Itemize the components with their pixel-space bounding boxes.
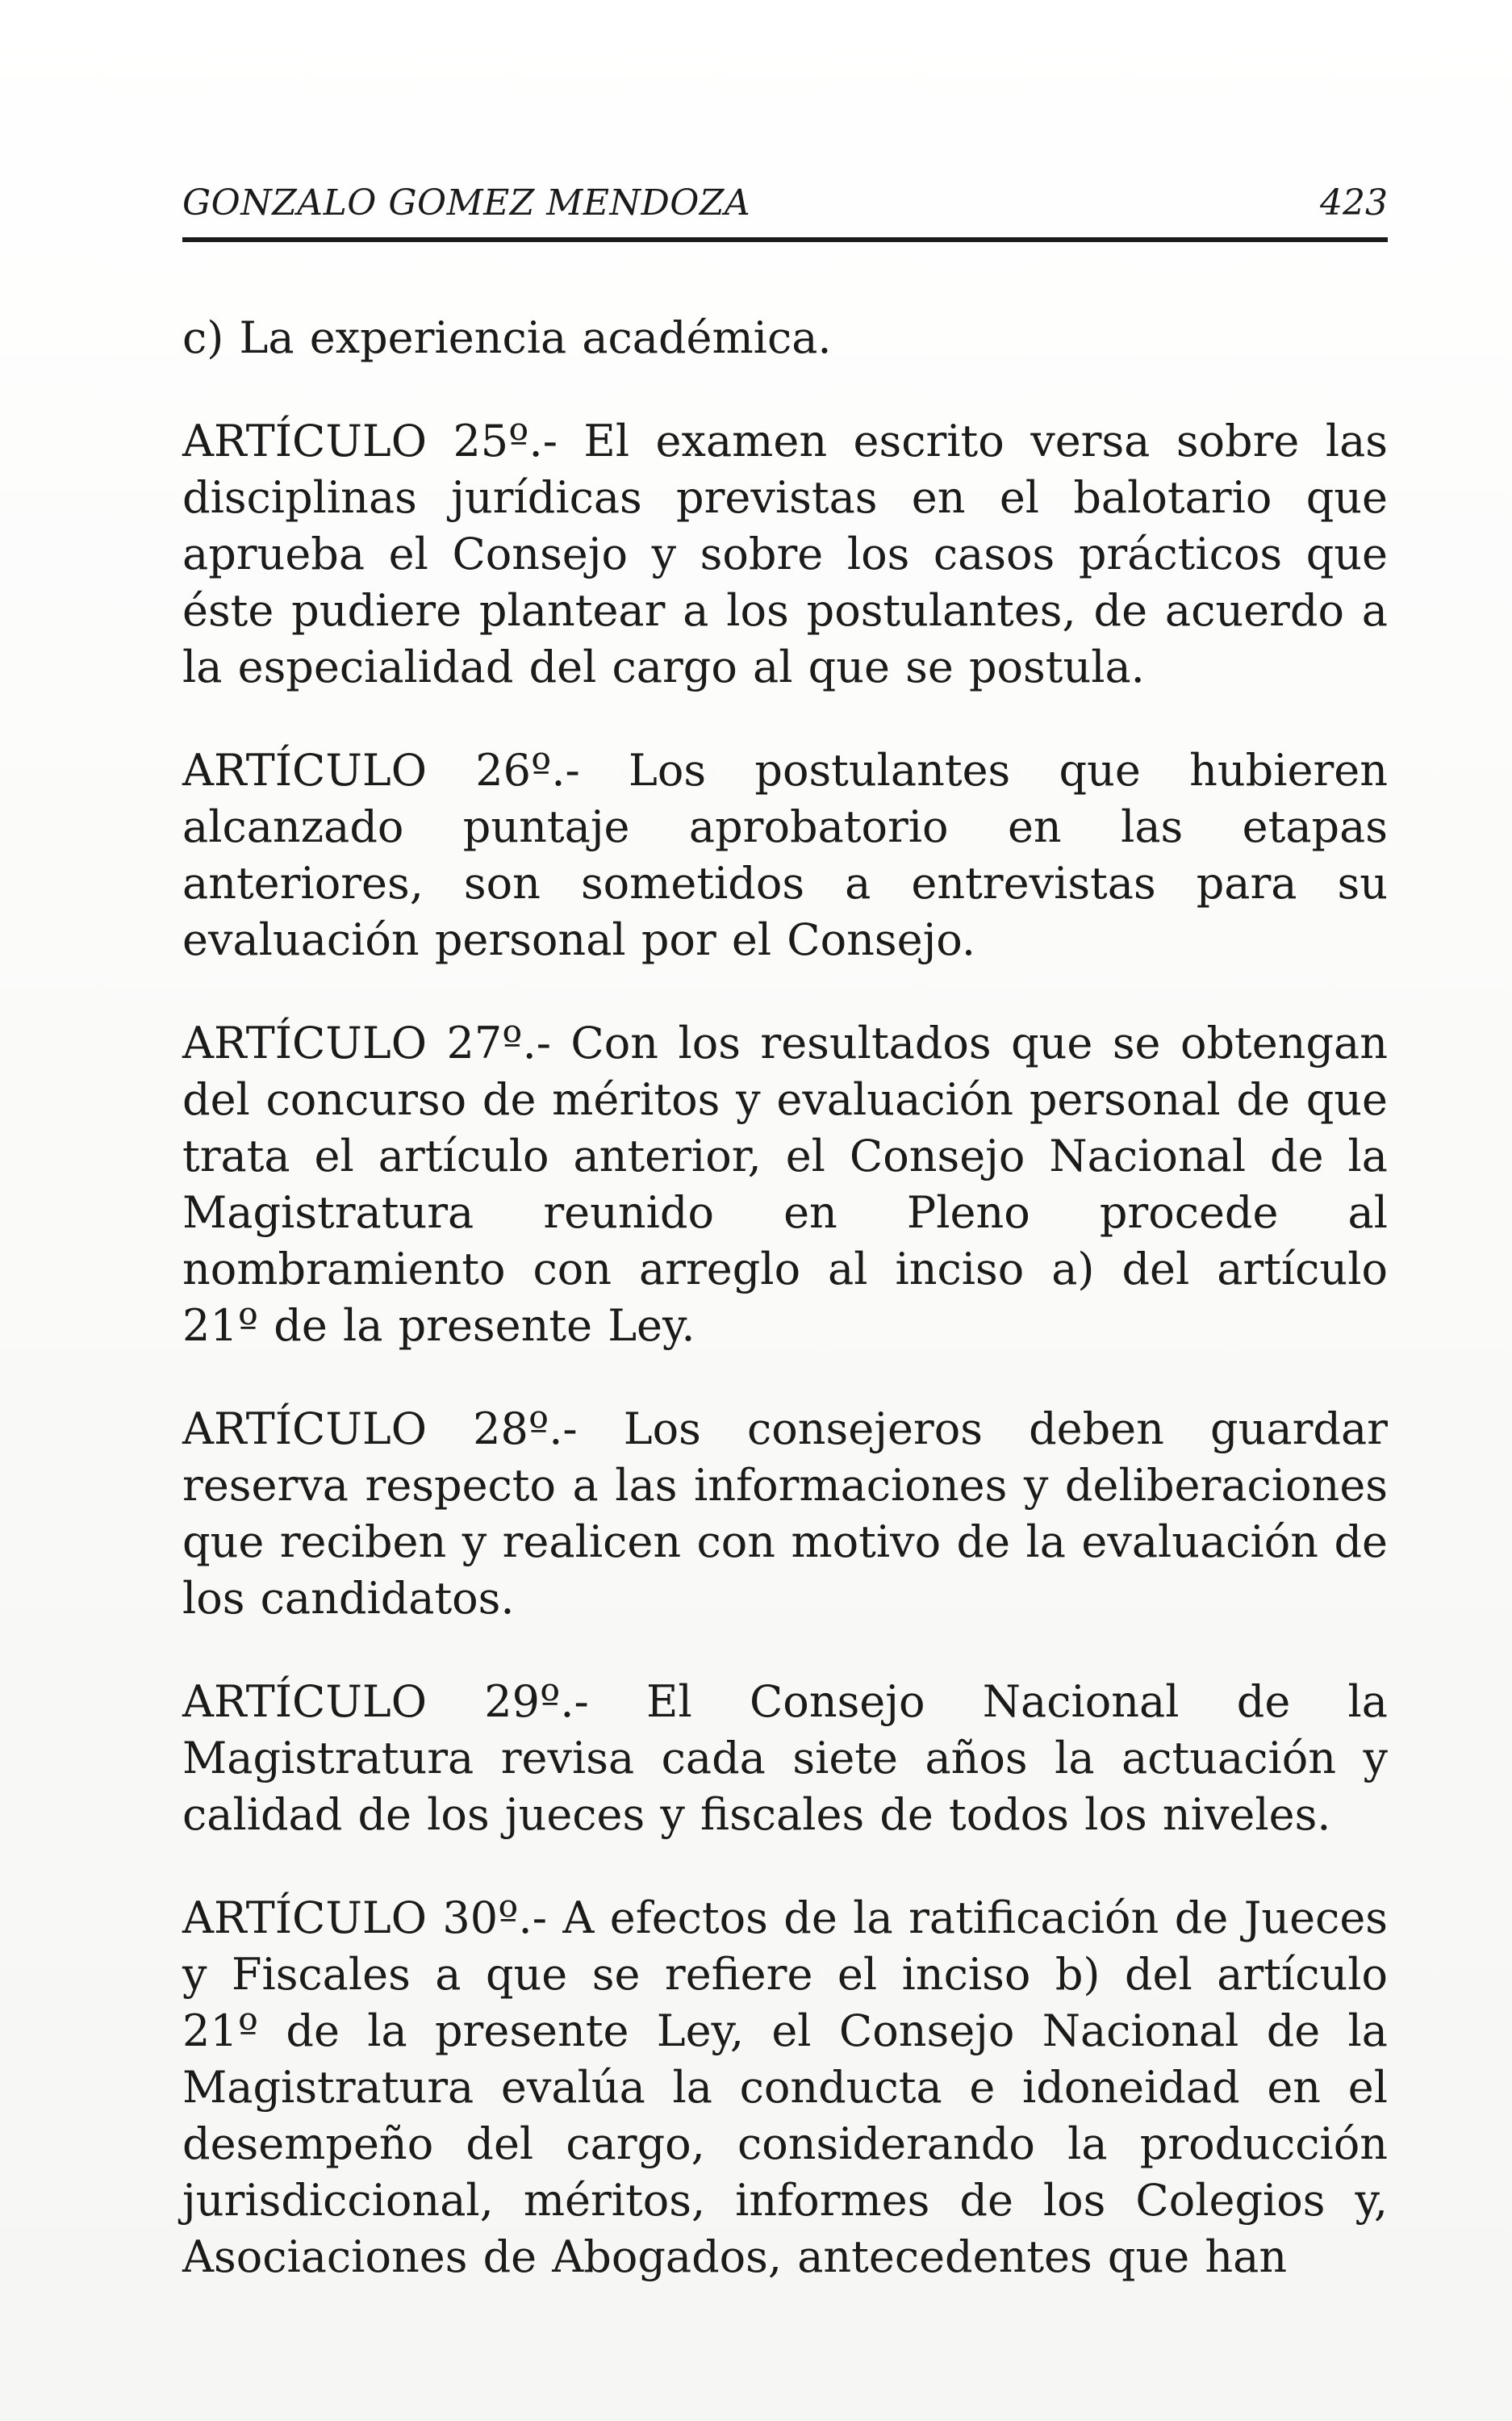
paragraph-articulo-25: ARTÍCULO 25º.- El examen escrito versa sobre las disciplinas jurídicas previstas en el balotario que aprueba el Consejo y sobre los casos prácticos que éste pudiere plantear a los postulantes, de acuerdo a la especialidad del cargo al que se postula. [182,416,1388,692]
paragraph-articulo-30: ARTÍCULO 30º.- A efectos de la ratificación de Jueces y Fiscales a que se refiere el inciso b) del artículo 21º de la presente Ley, el Consejo Nacional de la Magistratura evalúa la conducta e idoneidad en el desempeño del cargo, considerando la producción jurisdiccional, méritos, informes de los Colegios y, Asociaciones de Abogados, antecedentes que han [182,1892,1388,2282]
paragraph-articulo-28: ARTÍCULO 28º.- Los consejeros deben guardar reserva respecto a las informaciones y deliberaciones que reciben y realicen con motivo de la evaluación de los candidatos. [182,1403,1388,1624]
paragraph-articulo-29: ARTÍCULO 29º.- El Consejo Nacional de la Magistratura revisa cada siete años la actuación y calidad de los jueces y fiscales de todos los niveles. [182,1676,1388,1840]
header-author: GONZALO GOMEZ MENDOZA [182,182,751,224]
paragraph-articulo-27: ARTÍCULO 27º.- Con los resultados que se obtengan del concurso de méritos y evaluación personal de que trata el artículo anterior, el Consejo Nacional de la Magistratura reunido en Pleno procede al nombramiento con arreglo al inciso a) del artículo 21º de la presente Ley. [182,1018,1388,1351]
paragraph-articulo-26: ARTÍCULO 26º.- Los postulantes que hubieren alcanzado puntaje aprobatorio en las etapas anteriores, son sometidos a entrevistas para su evaluación personal por el Consejo. [182,745,1388,965]
body-text [182,310,1388,2332]
page-number: 423 [1320,182,1388,224]
paragraph-item-c: c) La experiencia académica. [182,312,832,363]
header-rule [182,237,1388,242]
running-header [182,181,1388,245]
